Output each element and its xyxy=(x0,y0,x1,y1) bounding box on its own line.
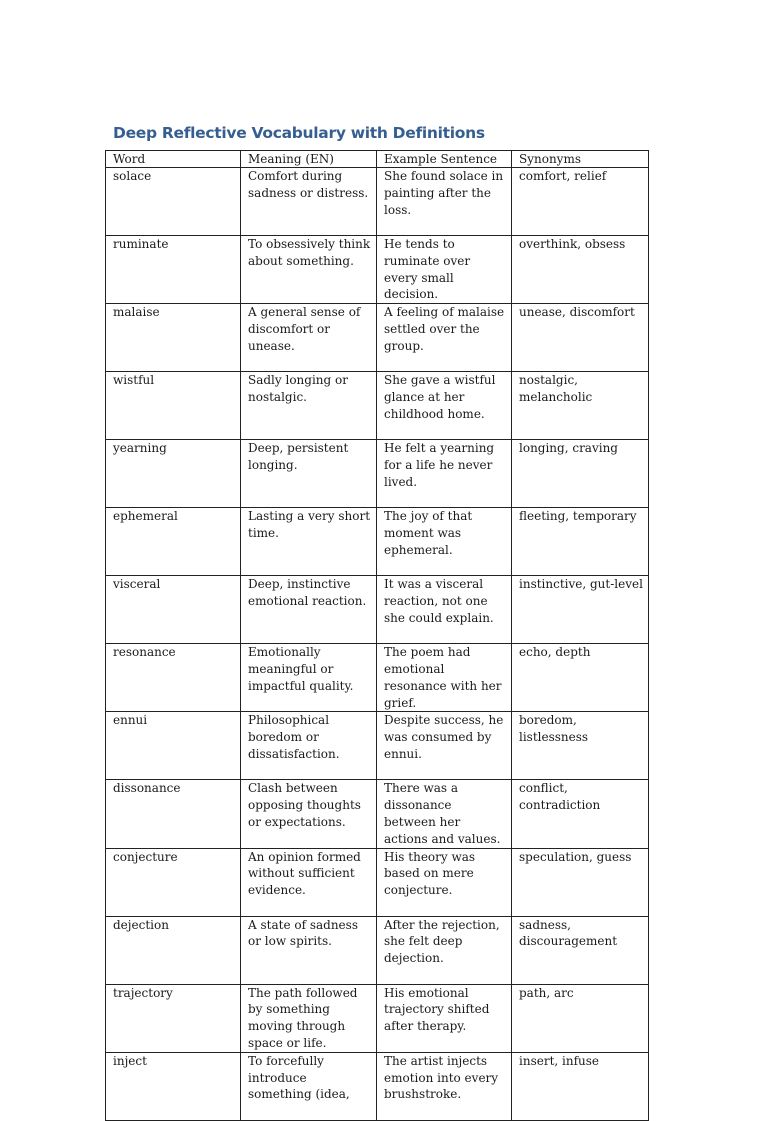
table-row xyxy=(106,916,649,984)
cell-meaning: Philosophical boredom or dissatisfaction. xyxy=(241,712,377,780)
cell-example: The poem had emotional resonance with her grief. xyxy=(377,644,512,712)
cell-meaning: A general sense of discomfort or unease. xyxy=(241,304,377,372)
cell-word: malaise xyxy=(106,304,241,372)
cell-synonyms: sadness, discouragement xyxy=(512,916,649,984)
cell-word: ephemeral xyxy=(106,508,241,576)
cell-word: yearning xyxy=(106,440,241,508)
table-row xyxy=(106,712,649,780)
header-synonyms: Synonyms xyxy=(512,151,649,168)
header-meaning: Meaning (EN) xyxy=(241,151,377,168)
cell-meaning: To obsessively think about something. xyxy=(241,236,377,304)
table-row xyxy=(106,984,649,1052)
cell-word: conjecture xyxy=(106,848,241,916)
table-row xyxy=(106,848,649,916)
table-row xyxy=(106,168,649,236)
table-row xyxy=(106,508,649,576)
table-row xyxy=(106,780,649,848)
cell-meaning: The path followed by something moving through space or life. xyxy=(241,984,377,1052)
table-row xyxy=(106,1052,649,1120)
cell-synonyms: overthink, obsess xyxy=(512,236,649,304)
cell-meaning: Sadly longing or nostalgic. xyxy=(241,372,377,440)
cell-word: inject xyxy=(106,1052,241,1120)
cell-example: It was a visceral reaction, not one she could explain. xyxy=(377,576,512,644)
cell-synonyms: fleeting, temporary xyxy=(512,508,649,576)
cell-synonyms: boredom, listlessness xyxy=(512,712,649,780)
cell-example: The joy of that moment was ephemeral. xyxy=(377,508,512,576)
cell-synonyms: longing, craving xyxy=(512,440,649,508)
cell-meaning: Lasting a very short time. xyxy=(241,508,377,576)
header-word: Word xyxy=(106,151,241,168)
table-row xyxy=(106,644,649,712)
document-title: Deep Reflective Vocabulary with Definitions xyxy=(113,124,485,142)
table-row xyxy=(106,576,649,644)
cell-example: The artist injects emotion into every brushstroke. xyxy=(377,1052,512,1120)
cell-synonyms: speculation, guess xyxy=(512,848,649,916)
cell-meaning: Clash between opposing thoughts or expectations. xyxy=(241,780,377,848)
cell-synonyms: unease, discomfort xyxy=(512,304,649,372)
cell-meaning: Deep, persistent longing. xyxy=(241,440,377,508)
cell-meaning xyxy=(241,1052,377,1120)
cell-word: wistful xyxy=(106,372,241,440)
cell-example: After the rejection, she felt deep dejection. xyxy=(377,916,512,984)
table-row xyxy=(106,304,649,372)
cell-word: dissonance xyxy=(106,780,241,848)
cell-synonyms: conflict, contradiction xyxy=(512,780,649,848)
cell-meaning: An opinion formed without sufficient evidence. xyxy=(241,848,377,916)
cell-word: dejection xyxy=(106,916,241,984)
cell-example: She found solace in painting after the loss. xyxy=(377,168,512,236)
cell-word: trajectory xyxy=(106,984,241,1052)
cell-synonyms: instinctive, gut-level xyxy=(512,576,649,644)
cell-word: solace xyxy=(106,168,241,236)
vocabulary-table xyxy=(105,150,649,1121)
cell-meaning-text: To forcefully introduce something (idea, xyxy=(248,1053,350,1102)
cell-example: His theory was based on mere conjecture. xyxy=(377,848,512,916)
cell-word: ruminate xyxy=(106,236,241,304)
cell-meaning: Comfort during sadness or distress. xyxy=(241,168,377,236)
cell-word: visceral xyxy=(106,576,241,644)
cell-word: ennui xyxy=(106,712,241,780)
cell-synonyms: nostalgic, melancholic xyxy=(512,372,649,440)
table-header-row xyxy=(106,151,649,168)
table-row xyxy=(106,236,649,304)
cell-synonyms: comfort, relief xyxy=(512,168,649,236)
cell-meaning: Emotionally meaningful or impactful quality. xyxy=(241,644,377,712)
cell-synonyms: echo, depth xyxy=(512,644,649,712)
table-row xyxy=(106,440,649,508)
cell-example: She gave a wistful glance at her childhood home. xyxy=(377,372,512,440)
cell-word: resonance xyxy=(106,644,241,712)
cell-synonyms: path, arc xyxy=(512,984,649,1052)
cell-example: He felt a yearning for a life he never lived. xyxy=(377,440,512,508)
header-example-sentence: Example Sentence xyxy=(377,151,512,168)
cell-example: There was a dissonance between her actions and values. xyxy=(377,780,512,848)
cell-example: He tends to ruminate over every small decision. xyxy=(377,236,512,304)
cell-meaning: A state of sadness or low spirits. xyxy=(241,916,377,984)
cell-synonyms: insert, infuse xyxy=(512,1052,649,1120)
table-row xyxy=(106,372,649,440)
cell-meaning: Deep, instinctive emotional reaction. xyxy=(241,576,377,644)
cell-example: A feeling of malaise settled over the group. xyxy=(377,304,512,372)
cell-example: His emotional trajectory shifted after therapy. xyxy=(377,984,512,1052)
cell-example: Despite success, he was consumed by ennui. xyxy=(377,712,512,780)
